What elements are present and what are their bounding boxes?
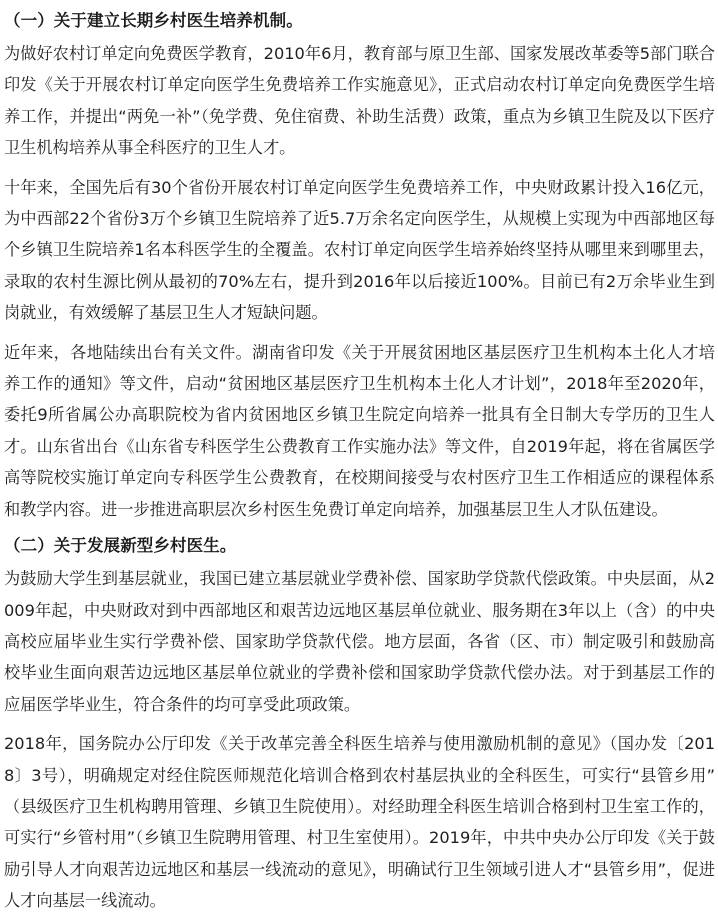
document-section-one <box>4 6 715 525</box>
paragraph-two-2: 2018年，国务院办公厅印发《关于改革完善全科医生培养与使用激励机制的意见》（国办发〔2018〕3号），明确规定对经住院医师规范化培训合格到农村基层执业的全科医生，可实行“县管乡用”（县级医疗卫生机构聘用管理、乡镇卫生院使用）。对经助理全科医生培训合格到村卫生室工作的，可实行“乡管村用”（乡镇卫生院聘用管理、村卫生室使用）。2019年，中共中央办公厅印发《关于鼓励引导人才向艰苦边远地区和基层一线流动的意见》，明确试行卫生领域引进人才“县管乡用”，促进人才向基层一线流动。 <box>4 734 715 911</box>
section-heading-two: （二）关于发展新型乡村医生。 <box>4 536 237 556</box>
paragraph-two-1: 为鼓励大学生到基层就业，我国已建立基层就业学费补偿、国家助学贷款代偿政策。中央层面，从2009年起，中央财政对到中西部地区和艰苦边远地区基层单位就业、服务期在3年以上（含）的中央高校应届毕业生实行学费补偿、国家助学贷款代偿。地方层面，各省（区、市）制定吸引和鼓励高校毕业生面向艰苦边远地区基层单位就业的学费补偿和国家助学贷款代偿办法。对于到基层工作的应届医学毕业生，符合条件的均可享受此项政策。 <box>4 569 715 714</box>
paragraph-one-3: 近年来，各地陆续出台有关文件。湖南省印发《关于开展贫困地区基层医疗卫生机构本土化人才培养工作的通知》等文件，启动“贫困地区基层医疗卫生机构本土化人才计划”，2018年至2020年，委托9所省属公办高职院校为省内贫困地区乡镇卫生院定向培养一批具有全日制大专学历的卫生人才。山东省出台《山东省专科医学生公费教育工作实施办法》等文件，自2019年起，将在省属医学高等院校实施订单定向专科医学生公费教育，在校期间接受与农村医疗卫生工作相适应的课程体系和教学内容。进一步推进高职层次乡村医生免费订单定向培养，加强基层卫生人才队伍建设。 <box>4 342 715 519</box>
document-section-two <box>4 531 715 916</box>
paragraph-one-2: 十年来，全国先后有30个省份开展农村订单定向医学生免费培养工作，中央财政累计投入16亿元，为中西部22个省份3万个乡镇卫生院培养了近5.7万余名定向医学生，从规模上实现为中西部地区每个乡镇卫生院培养1名本科医学生的全覆盖。农村订单定向医学生培养始终坚持从哪里来到哪里去，录取的农村生源比例从最初的70%左右，提升到2016年以后接近100%。目前已有2万余毕业生到岗就业，有效缓解了基层卫生人才短缺问题。 <box>4 177 715 323</box>
paragraph-one-1: 为做好农村订单定向免费医学教育，2010年6月，教育部与原卫生部、国家发展改革委等5部门联合印发《关于开展农村订单定向医学生免费培养工作实施意见》，正式启动农村订单定向免费医学生培养工作，并提出“两免一补”（免学费、免住宿费、补助生活费）政策，重点为乡镇卫生院及以下医疗卫生机构培养从事全科医疗的卫生人才。 <box>4 44 715 158</box>
section-heading-one: （一）关于建立长期乡村医生培养机制。 <box>4 11 303 30</box>
